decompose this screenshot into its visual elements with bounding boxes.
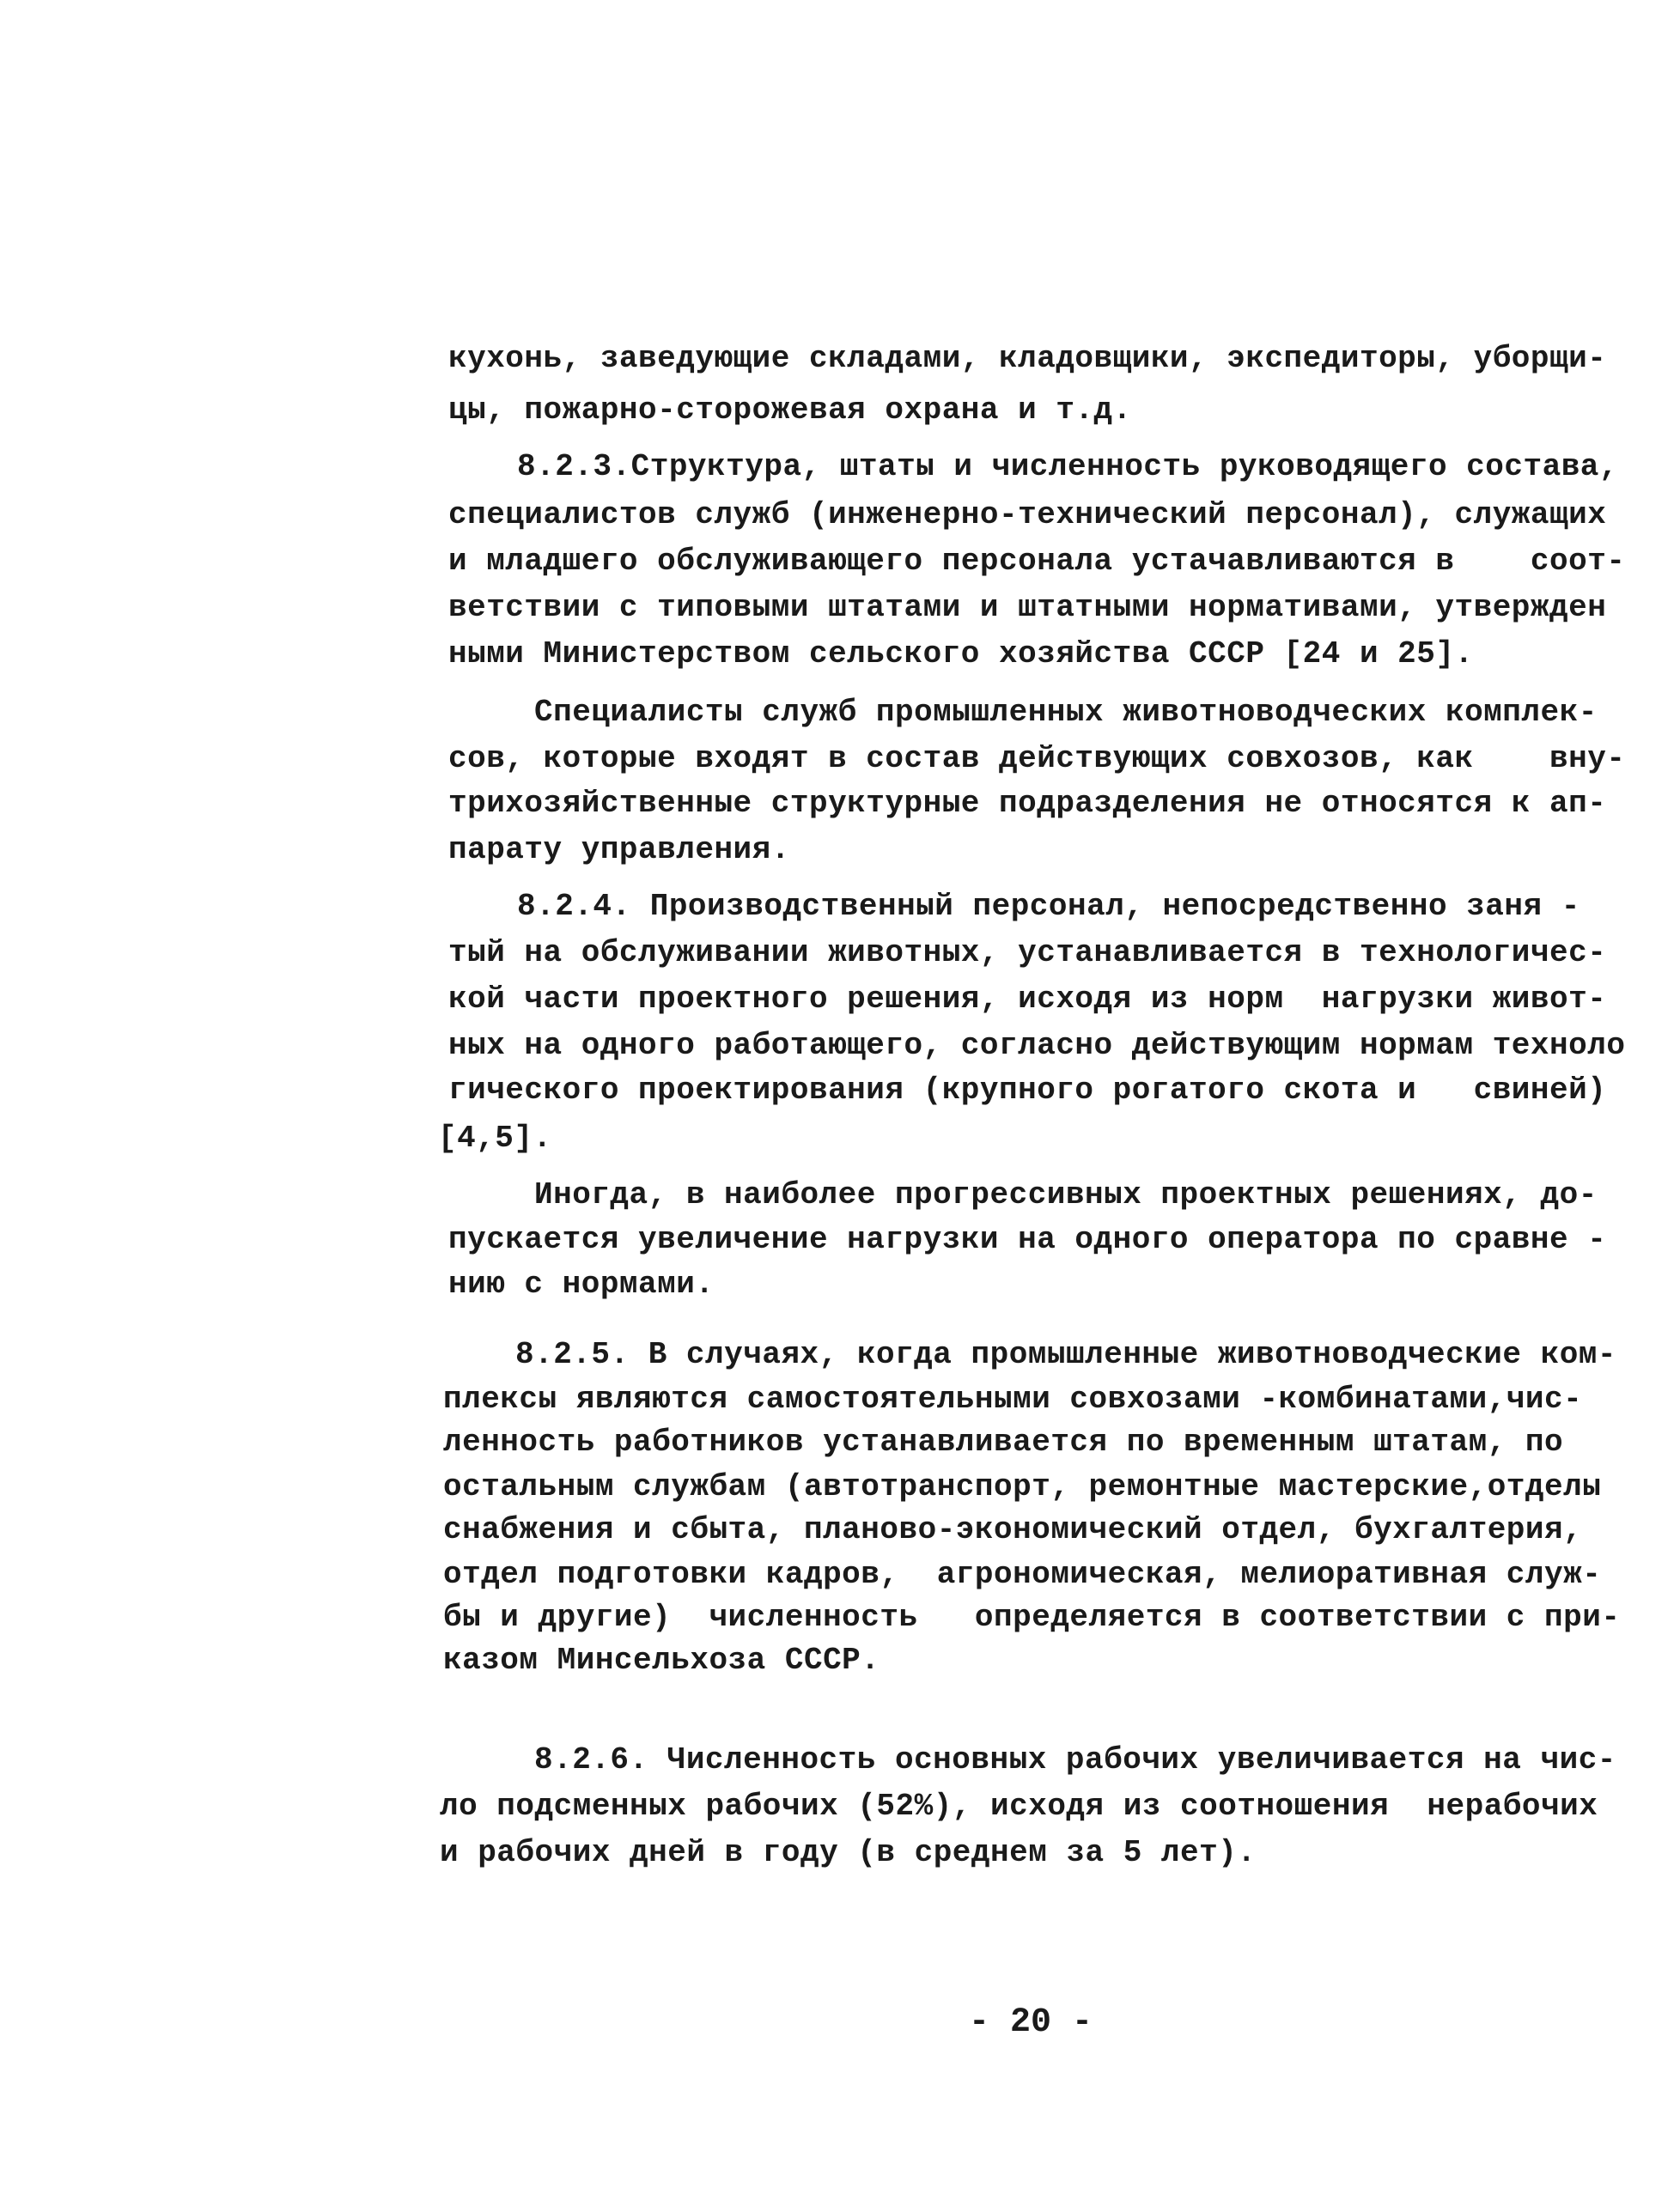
text-line: Специалисты служб промышленных животноводческих комплек- <box>534 695 1598 730</box>
text-line: пускается увеличение нагрузки на одного оператора по сравне - <box>448 1222 1607 1257</box>
text-line: ленность работников устанавливается по временным штатам, по <box>443 1425 1564 1460</box>
text-line: трихозяйственные структурные подразделения не относятся к ап- <box>448 786 1607 821</box>
text-line: ных на одного работающего, согласно действующим нормам техноло <box>448 1028 1626 1063</box>
text-line: кухонь, заведующие складами, кладовщики, экспедиторы, уборщи- <box>448 341 1607 376</box>
text-line: снабжения и сбыта, планово-экономический отдел, бухгалтерия, <box>443 1512 1583 1547</box>
text-line: ветствии с типовыми штатами и штатными нормативами, утвержден <box>448 590 1607 625</box>
page-number: - 20 - <box>969 2003 1093 2042</box>
text-line: бы и другие) численность определяется в соответствии с при- <box>443 1600 1621 1635</box>
text-line: остальным службам (автотранспорт, ремонтные мастерские,отделы <box>443 1469 1602 1504</box>
text-line: сов, которые входят в состав действующих совхозов, как вну- <box>448 741 1626 776</box>
text-line: парату управления. <box>448 832 790 867</box>
text-line: плексы являются самостоятельными совхозами -комбинатами,чис- <box>443 1382 1583 1417</box>
text-line: тый на обслуживании животных, устанавливается в технологичес- <box>448 935 1607 970</box>
text-line: ными Министерством сельского хозяйства СССР [24 и 25]. <box>448 636 1474 672</box>
text-line: и младшего обслуживающего персонала устачавливаются в соот- <box>448 544 1626 579</box>
text-line: нию с нормами. <box>448 1267 715 1302</box>
text-line: 8.2.4. Производственный персонал, непосредственно заня - <box>517 889 1580 924</box>
text-line: 8.2.3.Структура, штаты и численность руководящего состава, <box>517 449 1619 484</box>
text-line: ло подсменных рабочих (52%), исходя из соотношения нерабочих <box>440 1789 1598 1824</box>
text-line: [4,5]. <box>438 1121 552 1156</box>
text-line: цы, пожарно-сторожевая охрана и т.д. <box>448 392 1132 428</box>
text-line: специалистов служб (инженерно-технический персонал), служащих <box>448 497 1607 532</box>
text-line: гического проектирования (крупного рогатого скота и свиней) <box>448 1073 1607 1108</box>
text-line: Иногда, в наиболее прогрессивных проектных решениях, до- <box>534 1177 1598 1212</box>
text-line: отдел подготовки кадров, агрономическая, мелиоративная служ- <box>443 1557 1602 1592</box>
text-line: казом Минсельхоза СССР. <box>443 1643 880 1678</box>
text-line: кой части проектного решения, исходя из норм нагрузки живот- <box>448 981 1607 1017</box>
text-line: и рабочих дней в году (в среднем за 5 лет). <box>440 1835 1257 1870</box>
text-line: 8.2.5. В случаях, когда промышленные животноводческие ком- <box>515 1337 1617 1372</box>
text-line: 8.2.6. Численность основных рабочих увеличивается на чис- <box>534 1742 1616 1778</box>
